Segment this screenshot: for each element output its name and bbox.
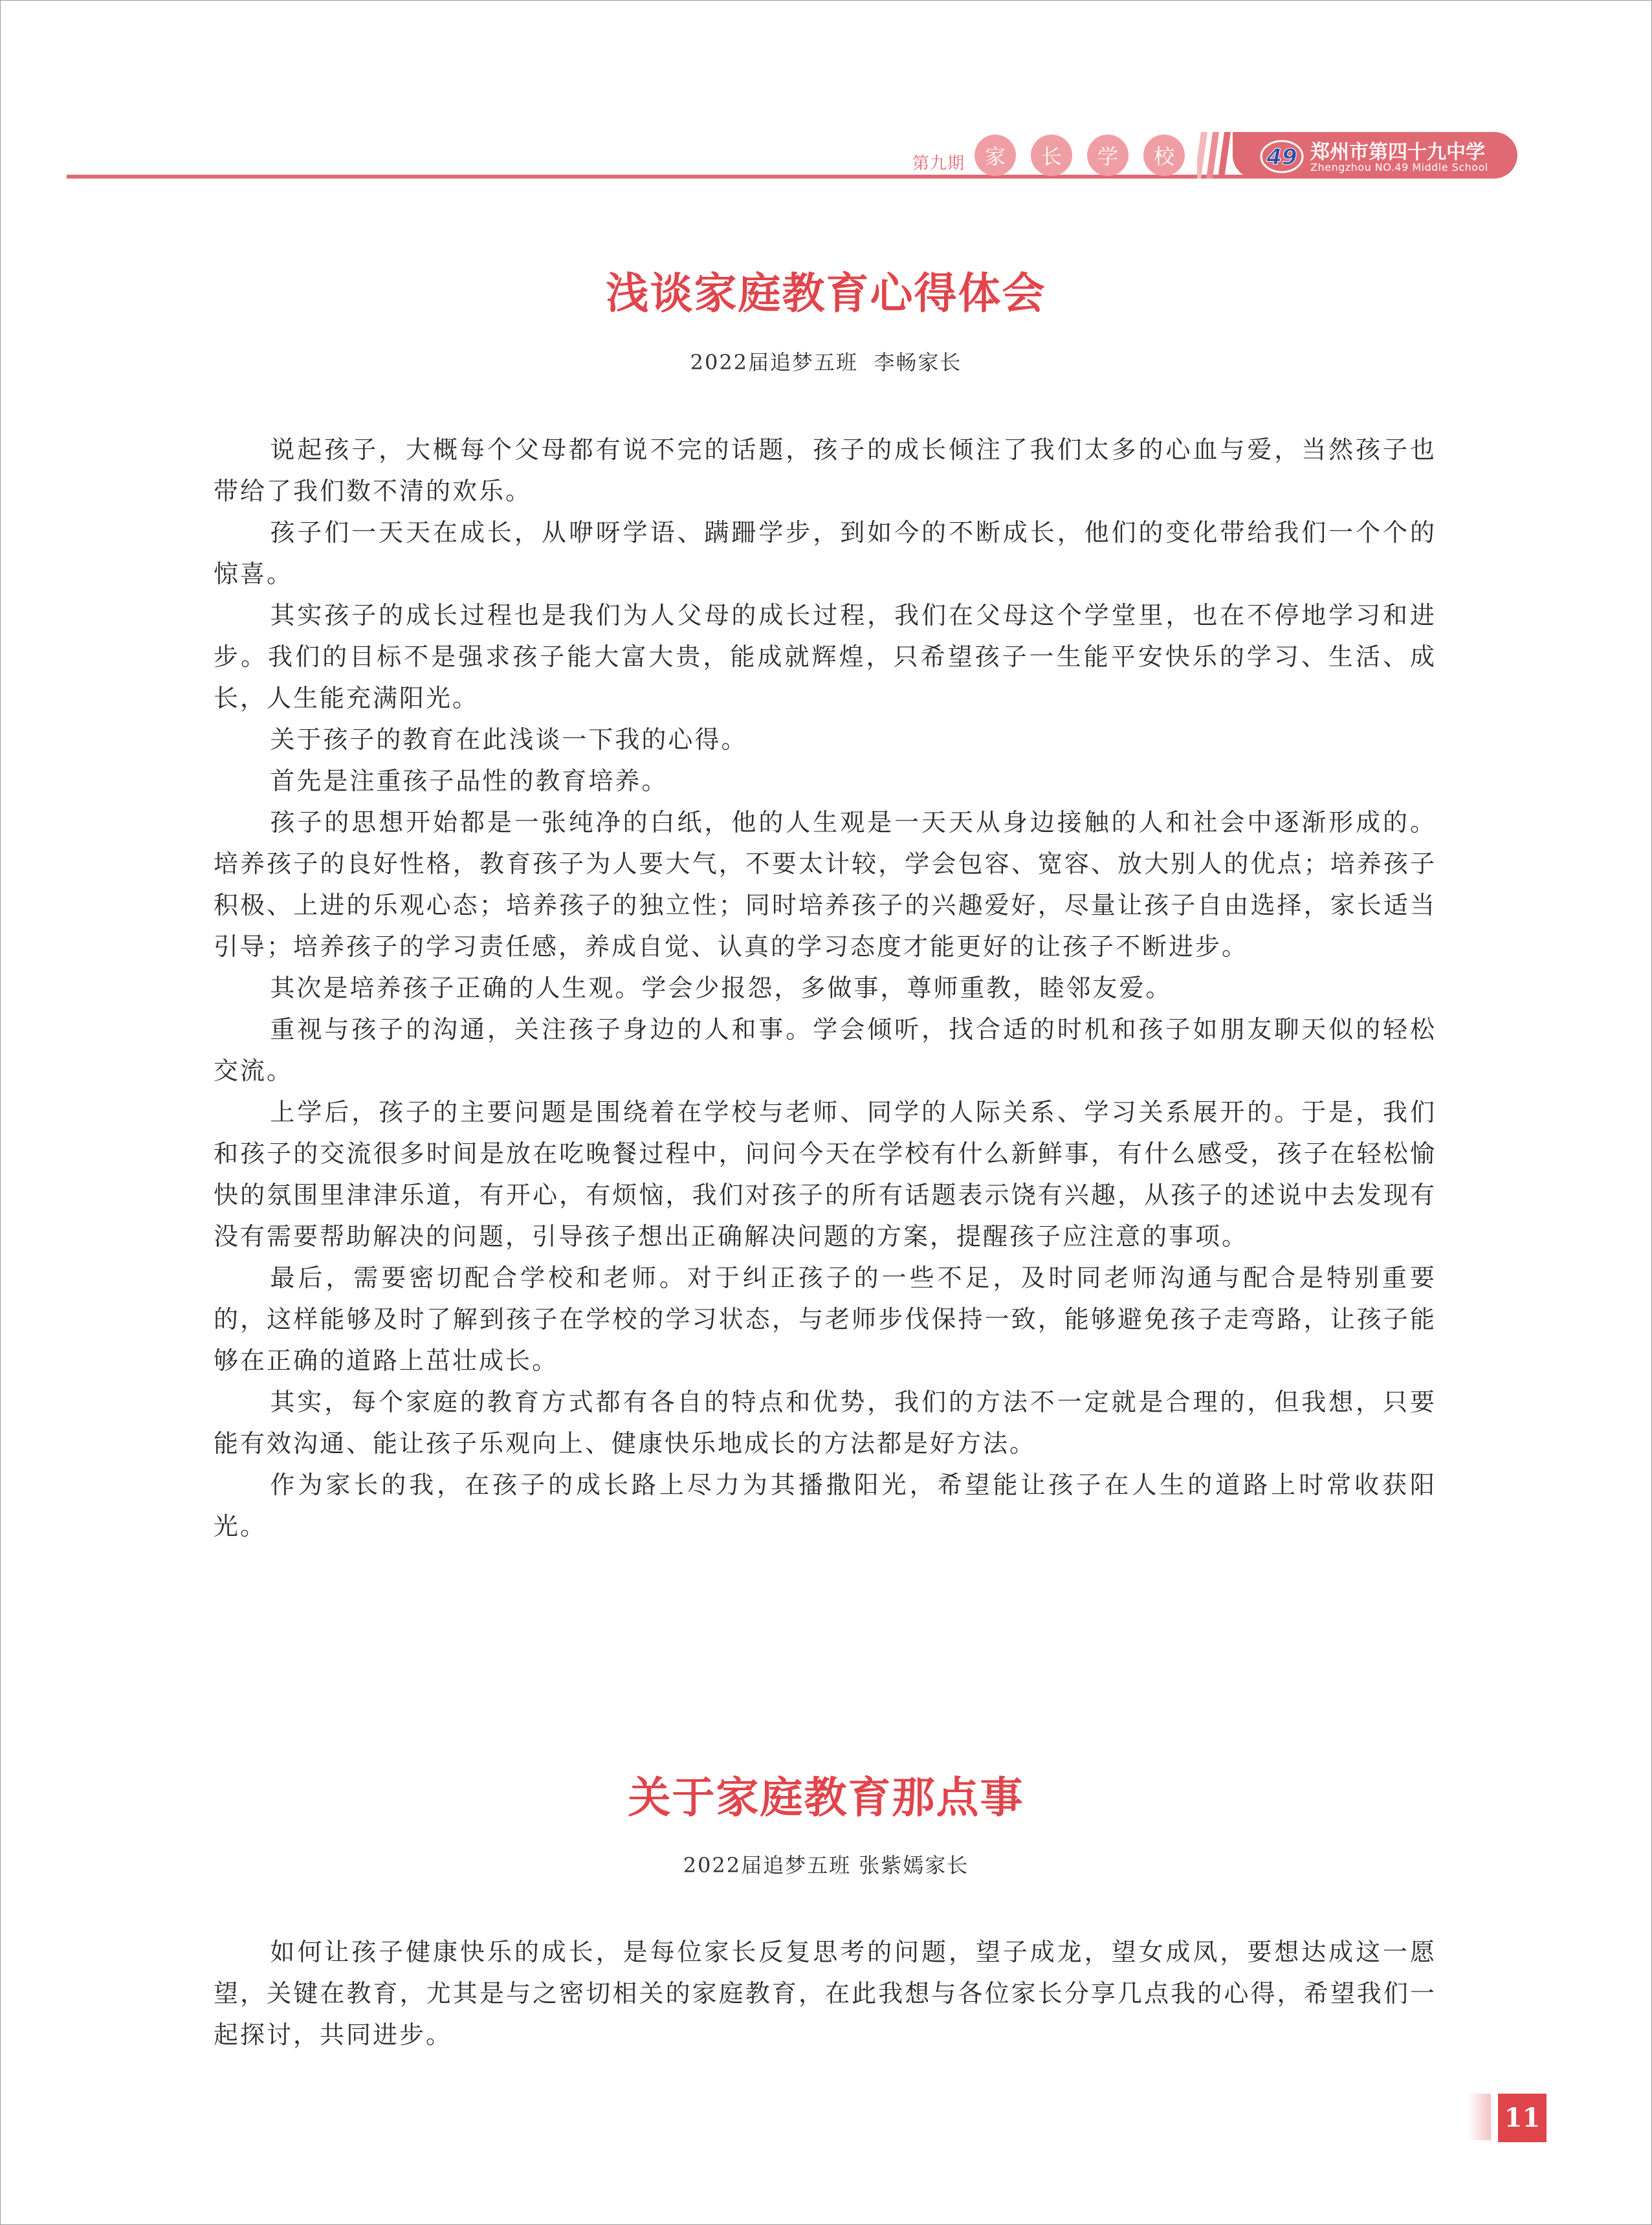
article-paragraph: 孩子的思想开始都是一张纯净的白纸，他的人生观是一天天从身边接触的人和社会中逐渐形成的。培养孩子的良好性格，教育孩子为人要大气，不要太计较，学会包容、宽容、放大别人的优点；培养孩子积极、上进的乐观心态；培养孩子的独立性；同时培养孩子的兴趣爱好，尽量让孩子自由选择，家长适当引导；培养孩子的学习责任感，养成自觉、认真的学习态度才能更好的让孩子不断进步。	[214, 808, 1437, 961]
column-char-badge: 校	[1143, 135, 1185, 176]
article-byline: 2022届追梦五班 张紫嫣家长	[683, 1853, 969, 1878]
page-number: 11	[1498, 2094, 1547, 2142]
school-name-cn: 郑州市第四十九中学	[1310, 141, 1485, 164]
article-byline: 2022届追梦五班 李畅家长	[690, 350, 962, 375]
article-paragraph: 关于孩子的教育在此浅谈一下我的心得。	[270, 725, 748, 754]
article-paragraph: 上学后，孩子的主要问题是围绕着在学校与老师、同学的人际关系、学习关系展开的。于是，我们和孩子的交流很多时间是放在吃晚餐过程中，问问今天在学校有什么新鲜事，有什么感受，孩子在轻松愉快的氛围里津津乐道，有开心，有烦恼，我们对孩子的所有话题表示饶有兴趣，从孩子的述说中去发现有没有需要帮助解决的问题，引导孩子想出正确解决问题的方案，提醒孩子应注意的事项。	[214, 1098, 1437, 1251]
header-stripes-decoration	[1197, 132, 1236, 179]
issue-label: 第九期	[912, 154, 965, 173]
article-paragraph: 首先是注重孩子品性的教育培养。	[270, 767, 668, 795]
article-body	[214, 1931, 1437, 2055]
column-char-badge: 学	[1087, 135, 1129, 176]
article-paragraph: 重视与孩子的沟通，关注孩子身边的人和事。学会倾听，找合适的时机和孩子如朋友聊天似的轻松交流。	[214, 1015, 1437, 1085]
article-title: 关于家庭教育那点事	[628, 1772, 1024, 1823]
article-paragraph: 其实孩子的成长过程也是我们为人父母的成长过程，我们在父母这个学堂里，也在不停地学习和进步。我们的目标不是强求孩子能大富大贵，能成就辉煌，只希望孩子一生能平安快乐的学习、生活、成长，人生能充满阳光。	[214, 601, 1437, 712]
article-paragraph: 作为家长的我，在孩子的成长路上尽力为其播撒阳光，希望能让孩子在人生的道路上时常收获阳光。	[214, 1471, 1437, 1540]
article-paragraph: 其次是培养孩子正确的人生观。学会少报怨，多做事，尊师重教，睦邻友爱。	[270, 974, 1173, 1002]
school-logo-icon	[1259, 137, 1305, 176]
article-body	[214, 429, 1437, 1547]
column-name-badges	[975, 135, 1185, 180]
article-title: 浅谈家庭教育心得体会	[606, 268, 1046, 318]
page-number-tab	[1468, 2094, 1491, 2140]
column-char-badge: 家	[975, 135, 1016, 176]
article-paragraph: 最后，需要密切配合学校和老师。对于纠正孩子的一些不足，及时同老师沟通与配合是特别重要的，这样能够及时了解到孩子在学校的学习状态，与老师步伐保持一致，能够避免孩子走弯路，让孩子能够在正确的道路上茁壮成长。	[214, 1264, 1437, 1375]
article-paragraph: 孩子们一天天在成长，从咿呀学语、蹒跚学步，到如今的不断成长，他们的变化带给我们一个个的惊喜。	[214, 518, 1437, 588]
school-name-en: Zhengzhou NO.49 Middle School	[1310, 161, 1488, 173]
article-paragraph: 说起孩子，大概每个父母都有说不完的话题，孩子的成长倾注了我们太多的心血与爱，当然孩子也带给了我们数不清的欢乐。	[214, 435, 1437, 505]
column-char-badge: 长	[1031, 135, 1072, 176]
logo-number: 49	[1266, 144, 1297, 170]
article-paragraph: 其实，每个家庭的教育方式都有各自的特点和优势，我们的方法不一定就是合理的，但我想，只要能有效沟通、能让孩子乐观向上、健康快乐地成长的方法都是好方法。	[214, 1388, 1437, 1458]
article-paragraph: 如何让孩子健康快乐的成长，是每位家长反复思考的问题，望子成龙，望女成凤，要想达成这一愿望，关键在教育，尤其是与之密切相关的家庭教育，在此我想与各位家长分享几点我的心得，希望我们一起探讨，共同进步。	[214, 1938, 1437, 2049]
